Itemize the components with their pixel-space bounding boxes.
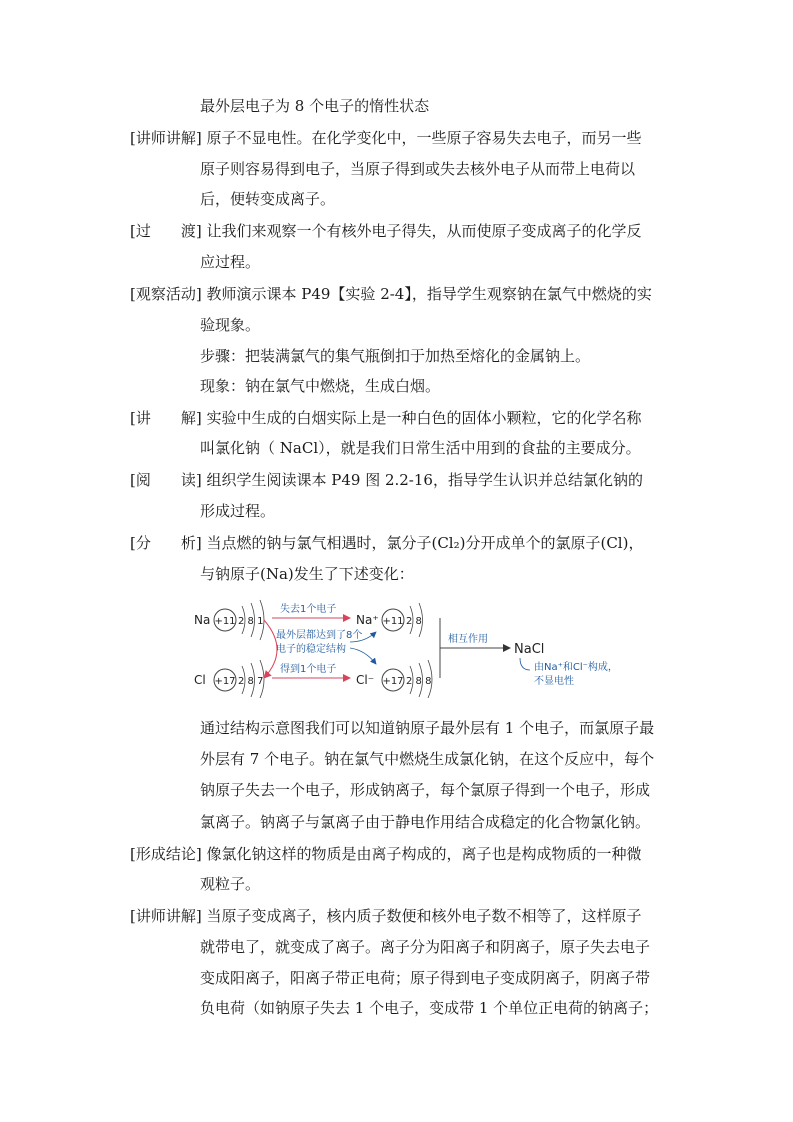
text-line: 步骤：把装满氯气的集气瓶倒扣于加热至熔化的金属钠上。 xyxy=(200,347,591,365)
sodium-atom xyxy=(194,600,264,640)
cl-shells: 2 8 7 xyxy=(238,676,264,687)
product-note-line2: 不显电性 xyxy=(534,676,574,687)
stable-note-line1: 最外层都达到了8个 xyxy=(276,630,363,641)
cl-symbol: Cl xyxy=(194,673,206,687)
text-line: [分 析] 当点燃的钠与氯气相遇时，氯分子(Cl₂)分开成单个的氯原子(Cl)， xyxy=(130,534,644,552)
na-ion-symbol: Na⁺ xyxy=(356,613,379,627)
text-line: 验现象。 xyxy=(200,316,261,334)
stable-note-line2: 电子的稳定结构 xyxy=(276,644,346,655)
na-shells: 2 8 1 xyxy=(238,616,264,627)
text-line: [讲师讲解] 原子不显电性。在化学变化中，一些原子容易失去电子，而另一些 xyxy=(130,129,642,147)
chlorine-atom xyxy=(194,660,264,698)
text-line: 就带电了，就变成了离子。离子分为阳离子和阴离子，原子失去电子 xyxy=(200,938,651,956)
text-line: [过 渡] 让我们来观察一个有核外电子得失，从而使原子变成离子的化学反 xyxy=(130,222,642,240)
text-line: 应过程。 xyxy=(200,253,261,271)
cl-ion-symbol: Cl⁻ xyxy=(356,673,375,687)
text-line: 外层有 7 个电子。钠在氯气中燃烧生成氯化钠，在这个反应中，每个 xyxy=(200,750,655,768)
text-line: 现象：钠在氯气中燃烧，生成白烟。 xyxy=(200,377,441,395)
na-ion-nucleus: +11 xyxy=(382,616,404,627)
text-line: 负电荷（如钠原子失去 1 个电子，变成带 1 个单位正电荷的钠离子； xyxy=(200,999,659,1017)
product-note-line1: 由Na⁺和Cl⁻构成， xyxy=(534,662,618,673)
text-line: 与钠原子(Na)发生了下述变化： xyxy=(200,565,414,583)
text-line: 钠原子失去一个电子，形成钠离子，每个氯原子得到一个电子，形成 xyxy=(200,781,651,799)
note-pointer-down xyxy=(350,648,376,664)
lose-electron-label: 失去1个电子 xyxy=(280,604,337,615)
text-line: 变成阳离子，阳离子带正电荷；原子得到电子变成阴离子，阴离子带 xyxy=(200,969,651,987)
text-line: [形成结论] 像氯化钠这样的物质是由离子构成的，离子也是构成物质的一种微 xyxy=(130,845,642,863)
text-line: 后，便转变成离子。 xyxy=(200,190,336,208)
sodium-ion xyxy=(356,603,423,637)
text-line: [观察活动] 教师演示课本 P49【实验 2-4】，指导学生观察钠在氯气中燃烧的实 xyxy=(130,285,652,303)
text-line: [讲 解] 实验中生成的白烟实际上是一种白色的固体小颗粒，它的化学名称 xyxy=(130,409,642,427)
text-line: 形成过程。 xyxy=(200,502,276,520)
cl-nucleus: +17 xyxy=(214,676,236,687)
text-line: 通过结构示意图我们可以知道钠原子最外层有 1 个电子，而氯原子最 xyxy=(200,719,655,737)
text-line: 原子则容易得到电子，当原子得到或失去核外电子从而带上电荷以 xyxy=(200,160,636,178)
na-ion-shells: 2 8 xyxy=(406,616,422,627)
cl-ion-shells: 2 8 8 xyxy=(406,676,432,687)
chloride-ion xyxy=(356,660,432,698)
text-line: 最外层电子为 8 个电子的惰性状态 xyxy=(200,97,430,115)
product-formula: NaCl xyxy=(514,642,545,657)
text-line: 氯离子。钠离子与氯离子由于静电作用结合成稳定的化合物氯化钠。 xyxy=(200,813,651,831)
na-nucleus: +11 xyxy=(214,616,236,627)
interaction-label: 相互作用 xyxy=(448,634,488,645)
text-line: [讲师讲解] 当原子变成离子，核内质子数便和核外电子数不相等了，这样原子 xyxy=(130,907,642,925)
cl-ion-nucleus: +17 xyxy=(382,676,404,687)
product-note-pointer xyxy=(520,658,530,670)
text-line: [阅 读] 组织学生阅读课本 P49 图 2.2-16，指导学生认识并总结氯化钠的 xyxy=(130,471,643,489)
text-line: 观粒子。 xyxy=(200,875,261,893)
text-line: 叫氯化钠（ NaCl），就是我们日常生活中用到的食盐的主要成分。 xyxy=(200,439,641,457)
na-symbol: Na xyxy=(194,613,211,627)
gain-electron-label: 得到1个电子 xyxy=(280,664,337,675)
nacl-formation-diagram xyxy=(190,598,650,698)
